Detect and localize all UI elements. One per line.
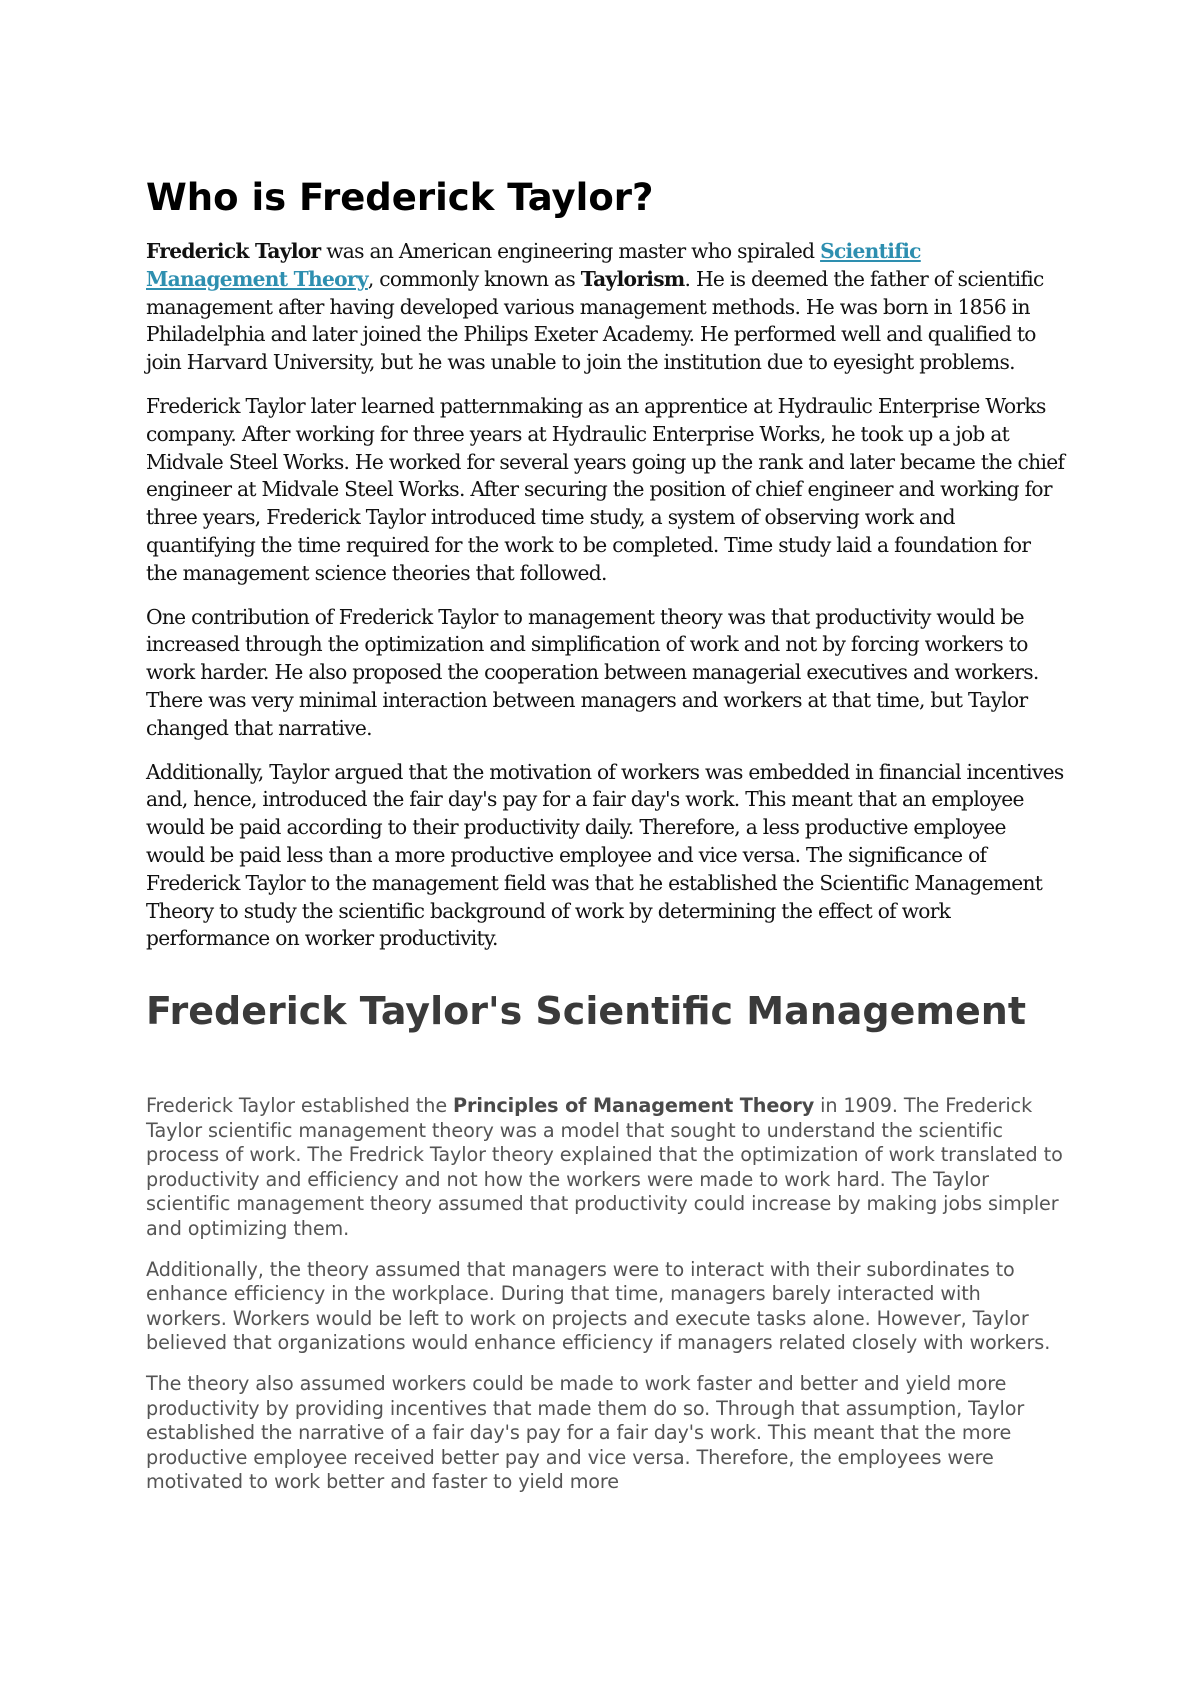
paragraph-career: Frederick Taylor later learned patternmaking as an apprentice at Hydraulic Enterprise Works company. After working for three years at Hydraulic Enterprise Works, he took up a job at Midvale Steel Works. He worked for several years going up the rank and later became the chief engineer at Midvale Steel Works. After securing the position of chief engineer and working for three years, Frederick Taylor introduced time study, a system of observing work and quantifying the time required for the work to be completed. Time study laid a foundation for the management science theories that followed.	[146, 393, 1065, 585]
paragraph-interaction: Additionally, the theory assumed that managers were to interact with their subordinates to enhance efficiency in the workplace. During that time, managers barely interacted with workers. Workers would be left to work on projects and execute tasks alone. However, Taylor believed that organizations would enhance efficiency if managers related closely with workers.	[146, 1257, 1051, 1355]
paragraph-intro	[146, 238, 1066, 377]
text-span: Frederick Taylor established the	[146, 1094, 454, 1117]
bold-taylorism: Taylorism	[580, 266, 685, 291]
paragraph-motivation: Additionally, Taylor argued that the motivation of workers was embedded in financial incentives and, hence, introduced the fair day's pay for a fair day's work. This meant that an employee would be paid according to their productivity daily. Therefore, a less productive employee would be paid less than a more productive employee and vice versa. The significance of Frederick Taylor to the management field was that he established the Scientific Management Theory to study the scientific background of work by determining the effect of work performance on worker productivity.	[146, 759, 1064, 951]
bold-principles: Principles of Management Theory	[453, 1094, 815, 1117]
section-scientific-management	[146, 1094, 1066, 1511]
bold-name: Frederick Taylor	[146, 239, 321, 263]
text-span: was an American engineering master who spiraled	[320, 239, 821, 263]
section-heading: Frederick Taylor's Scientific Management	[146, 989, 1026, 1033]
paragraph-contribution: One contribution of Frederick Taylor to management theory was that productivity would be increased through the optimization and simplification of work and not by forcing workers to work harder. He also proposed the cooperation between managerial executives and workers. There was very minimal interaction between managers and workers at that time, but Taylor changed that narrative.	[146, 604, 1039, 740]
text-span: , commonly known as	[367, 266, 581, 291]
page-title: Who is Frederick Taylor?	[146, 176, 654, 219]
scientific-management-link[interactable]: Scientific Management Theory	[146, 239, 921, 291]
paragraph-incentives: The theory also assumed workers could be made to work faster and better and yield more productivity by providing incentives that made them do so. Through that assumption, Taylor established the narrative of a fair day's pay for a fair day's work. This meant that the more productive employee received better pay and vice versa. Therefore, the employees were motivated to work better and faster to yield more	[146, 1371, 1025, 1494]
paragraph-principles	[146, 1094, 1066, 1242]
text-span: . He is deemed the father of scientific management after having developed various management methods. He was born in 1856 in Philadelphia and later joined the Philips Exeter Academy. He performed well and qualified to join Harvard University, but he was unable to join the institution due to eyesight problems.	[146, 266, 1044, 375]
text-span: in 1909. The Frederick Taylor scientific management theory was a model that sought to understand the scientific process of work. The Fredrick Taylor theory explained that the optimization of work translated to productivity and efficiency and not how the workers were made to work hard. The Taylor scientific management theory assumed that productivity could increase by making jobs simpler and optimizing them.	[146, 1094, 1063, 1240]
section-intro	[146, 238, 1066, 969]
